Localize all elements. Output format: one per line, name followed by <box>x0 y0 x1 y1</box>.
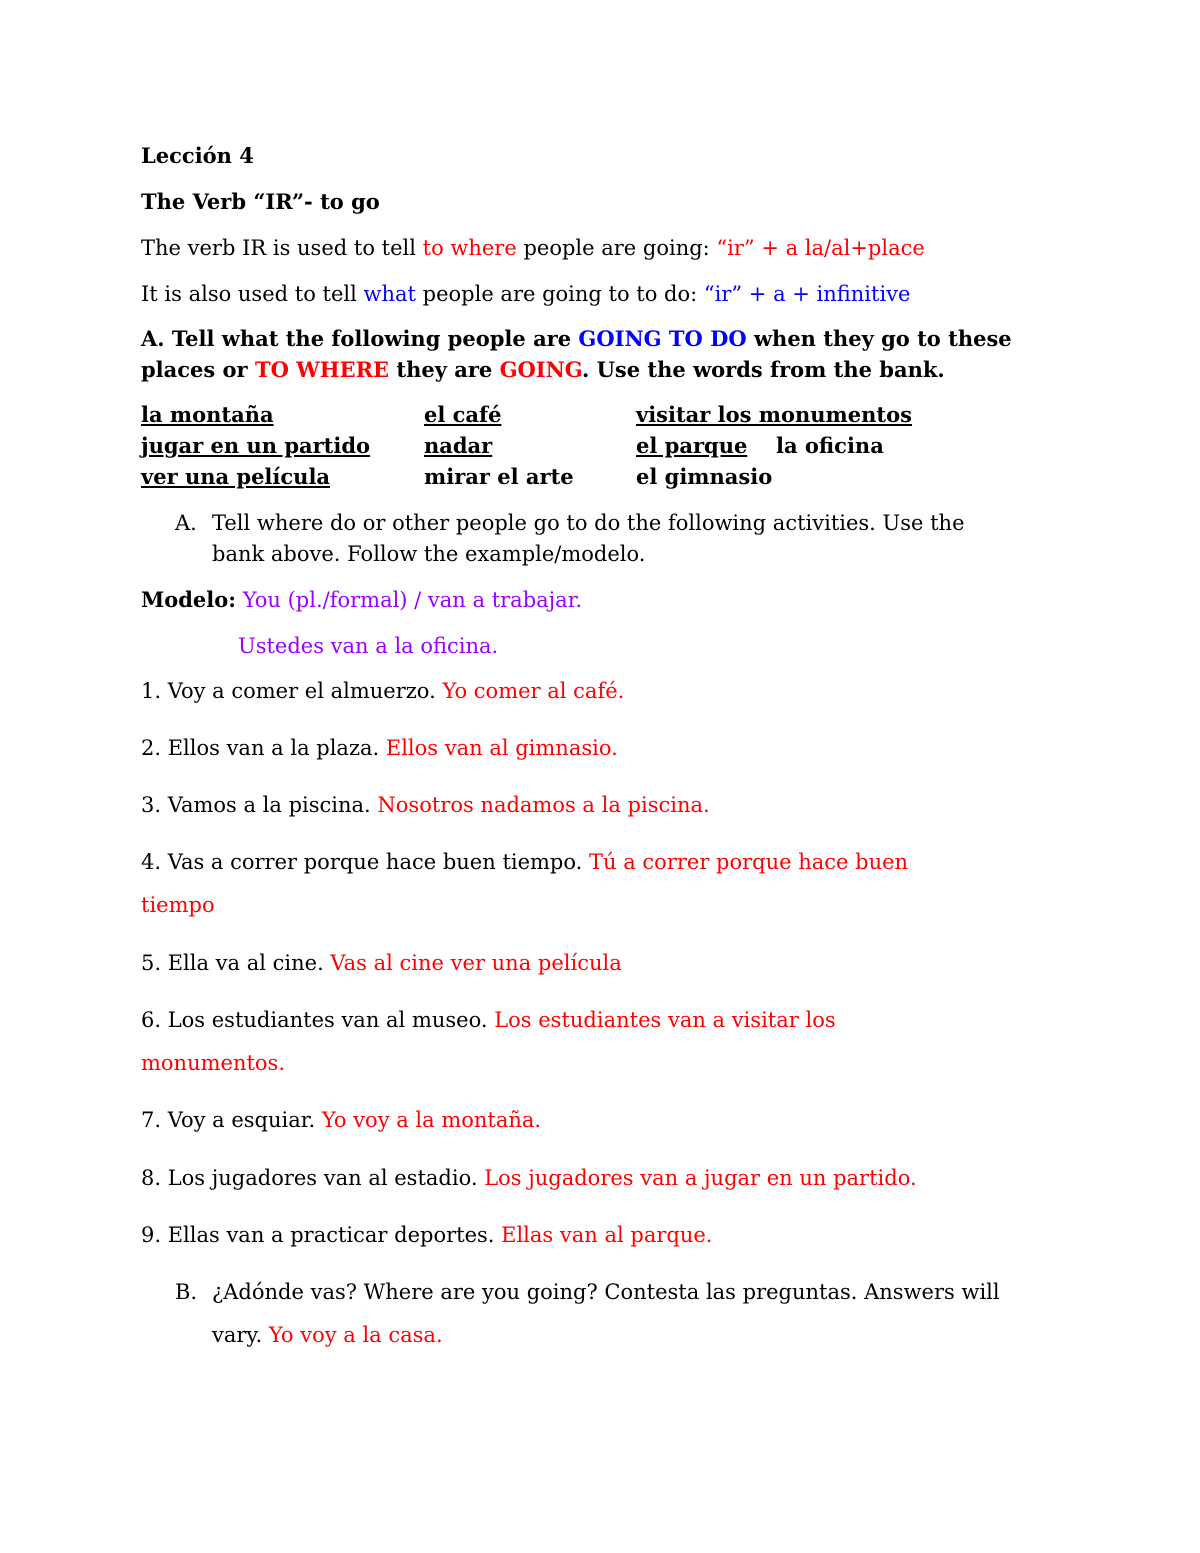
instruction-a-line-2: bank above. Follow the example/modelo. <box>212 542 646 566</box>
bank-word: jugar en un partido <box>141 433 371 458</box>
highlight-to-where: to where <box>422 236 517 260</box>
section-b-line-1: ¿Adónde vas? Where are you going? Contesta las preguntas. Answers will <box>212 1280 1000 1304</box>
bank-word: mirar el arte <box>424 464 574 489</box>
heading-text: when they go to these <box>746 326 1012 351</box>
bank-word: ver una película <box>141 464 331 489</box>
item-answer: Los jugadores van a jugar en un partido. <box>484 1166 917 1190</box>
exercise-item-6 <box>141 1006 836 1034</box>
lesson-title: Lección 4 <box>141 143 254 168</box>
exercise-item-7 <box>141 1106 541 1134</box>
heading-text: places or <box>141 357 255 382</box>
intro-line-1 <box>141 234 925 262</box>
item-question: 5. Ella va al cine. <box>141 951 331 975</box>
intro-text: people are going: <box>516 236 717 260</box>
item-question: 7. Voy a esquiar. <box>141 1108 322 1132</box>
item-answer: Vas al cine ver una película <box>330 951 622 975</box>
modelo-label: Modelo: <box>141 587 237 612</box>
bank-word: la oficina <box>776 433 884 458</box>
instruction-a-line-1: Tell where do or other people go to do the following activities. Use the <box>212 511 965 535</box>
exercise-item-1 <box>141 677 624 705</box>
item-answer: Yo comer al café. <box>442 679 625 703</box>
section-b-line-2 <box>212 1321 443 1349</box>
section-b-text: vary. <box>212 1323 269 1347</box>
bank-word: el parque <box>636 433 748 458</box>
exercise-item-6-continued: monumentos. <box>141 1051 286 1075</box>
formula-infinitive: “ir” + a + infinitive <box>703 282 911 306</box>
item-question: 3. Vamos a la piscina. <box>141 793 378 817</box>
intro-text: people are going to to do: <box>415 282 704 306</box>
item-answer: Los estudiantes van a visitar los <box>494 1008 836 1032</box>
item-question: 8. Los jugadores van al estadio. <box>141 1166 485 1190</box>
subtitle: The Verb “IR”- to go <box>141 189 380 214</box>
item-answer: Tú a correr porque hace buen <box>589 850 909 874</box>
modelo-answer: Ustedes van a la oficina. <box>238 634 499 658</box>
bank-word: el gimnasio <box>636 464 773 489</box>
item-answer: Ellos van al gimnasio. <box>385 736 618 760</box>
item-question: 1. Voy a comer el almuerzo. <box>141 679 443 703</box>
bank-word: el café <box>424 402 502 427</box>
modelo-line <box>141 586 582 614</box>
highlight-going: GOING <box>499 357 582 382</box>
highlight-going-to-do: GOING TO DO <box>578 326 747 351</box>
exercise-item-2 <box>141 734 618 762</box>
heading-text: A. Tell what the following people are <box>141 326 579 351</box>
intro-line-2 <box>141 280 910 308</box>
intro-text: The verb IR is used to tell <box>141 236 423 260</box>
item-question: 9. Ellas van a practicar deportes. <box>141 1223 502 1247</box>
intro-text: It is also used to tell <box>141 282 364 306</box>
bank-word: la montaña <box>141 402 274 427</box>
item-answer: Yo voy a la montaña. <box>321 1108 542 1132</box>
exercise-item-3 <box>141 791 710 819</box>
section-b-letter: B. <box>175 1280 198 1304</box>
highlight-what: what <box>363 282 416 306</box>
exercise-item-8 <box>141 1164 917 1192</box>
item-question: 2. Ellos van a la plaza. <box>141 736 386 760</box>
bank-word: visitar los monumentos <box>636 402 912 427</box>
section-b-answer: Yo voy a la casa. <box>268 1323 443 1347</box>
item-answer: Nosotros nadamos a la piscina. <box>377 793 710 817</box>
heading-text: they are <box>389 357 500 382</box>
section-a-heading-line-1 <box>141 325 1012 353</box>
instruction-a-letter: A. <box>175 511 197 535</box>
item-question: 4. Vas a correr porque hace buen tiempo. <box>141 850 590 874</box>
item-question: 6. Los estudiantes van al museo. <box>141 1008 495 1032</box>
formula-place: “ir” + a la/al+place <box>716 236 925 260</box>
highlight-to-where: TO WHERE <box>254 357 390 382</box>
bank-word: nadar <box>424 433 493 458</box>
exercise-item-5 <box>141 949 622 977</box>
modelo-prompt: You (pl./formal) / van a trabajar. <box>236 588 583 612</box>
heading-text: . Use the words from the bank. <box>582 357 945 382</box>
item-answer: Ellas van al parque. <box>501 1223 713 1247</box>
exercise-item-4-continued: tiempo <box>141 893 215 917</box>
exercise-item-4 <box>141 848 908 876</box>
section-a-heading-line-2 <box>141 356 945 384</box>
exercise-item-9 <box>141 1221 712 1249</box>
